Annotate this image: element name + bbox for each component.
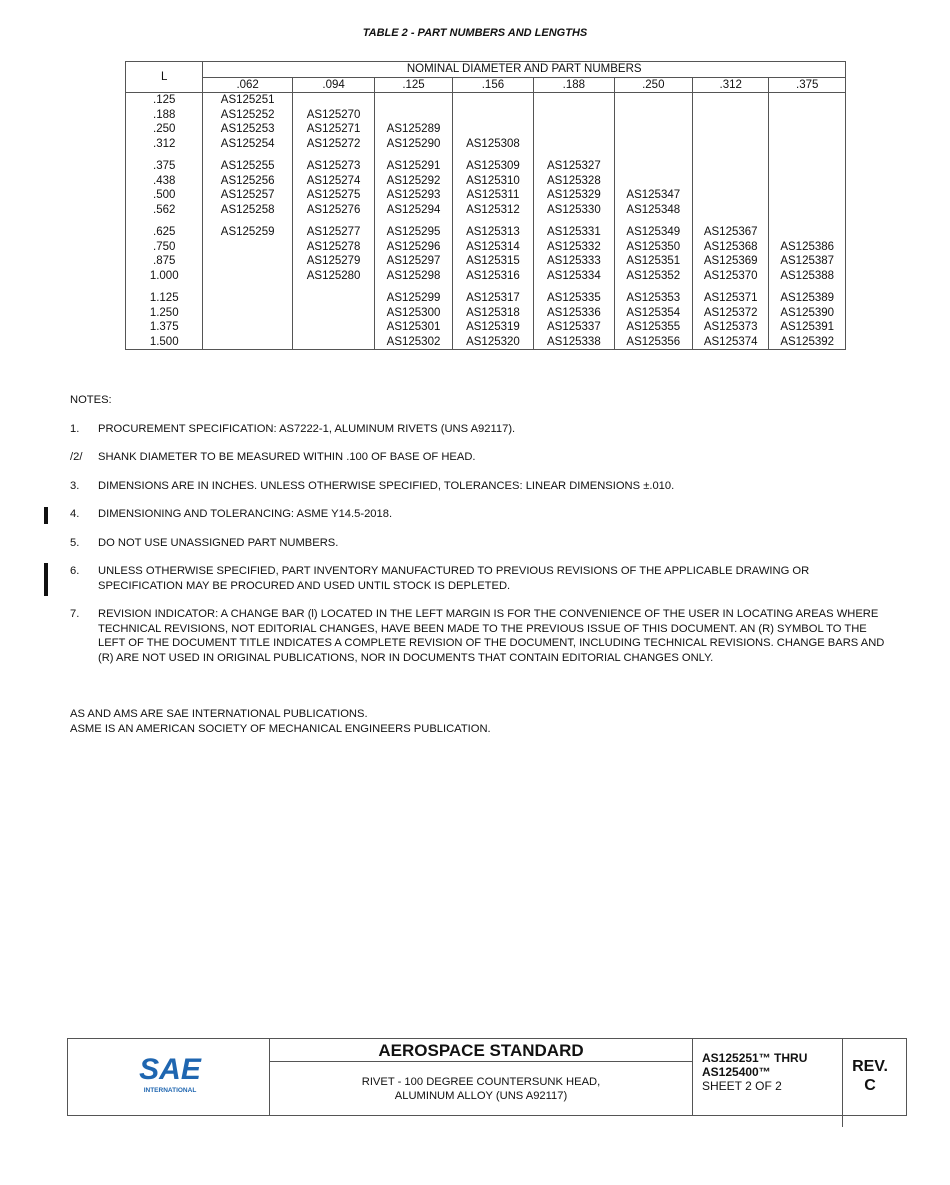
part-number-cell: AS125298	[375, 269, 452, 284]
length-cell: .562	[126, 203, 203, 218]
note-text: DO NOT USE UNASSIGNED PART NUMBERS.	[98, 536, 339, 549]
part-number-cell: AS125256	[203, 174, 292, 189]
note-text: REVISION INDICATOR: A CHANGE BAR (l) LOCATED IN THE LEFT MARGIN IS FOR THE CONVENIENCE OF THE USER IN LOCATING AREAS WHERE TECHNICAL REVISIONS, NOT EDITORIAL CHANGES, HAVE BEEN MADE TO THE PREVIOUS ISSUE OF THIS DOCUMENT. AN (R) SYMBOL TO THE LEFT OF THE DOCUMENT TITLE INDICATES A COMPLETE REVISION OF THE DOCUMENT, INCLUDING TECHNICAL REVISIONS. CHANGE BARS AND (R) ARE NOT USED IN ORIGINAL PUBLICATIONS, NOR IN DOCUMENTS THAT CONTAIN EDITORIAL CHANGES ONLY.	[98, 608, 885, 664]
length-cell: 1.250	[126, 306, 203, 321]
note-number: 5.	[70, 536, 80, 549]
note-item	[70, 479, 890, 494]
diameter-header: .188	[534, 77, 614, 93]
part-number-cell: AS125293	[375, 188, 452, 203]
part-number-cell	[614, 159, 692, 174]
part-number-cell: AS125330	[534, 203, 614, 218]
part-number-cell: AS125374	[693, 335, 769, 350]
part-number-cell: AS125370	[693, 269, 769, 284]
part-number-cell	[693, 159, 769, 174]
note-item	[70, 536, 890, 551]
part-number-cell: AS125368	[693, 240, 769, 255]
note-text: DIMENSIONS ARE IN INCHES. UNLESS OTHERWISE SPECIFIED, TOLERANCES: LINEAR DIMENSIONS ±.010.	[98, 479, 675, 492]
sae-logo	[136, 1049, 204, 1099]
part-number-cell	[534, 93, 614, 108]
part-number-cell: AS125259	[203, 225, 292, 240]
table-row	[126, 291, 846, 306]
part-number-cell	[203, 240, 292, 255]
part-number-cell: AS125280	[292, 269, 374, 284]
part-number-cell: AS125369	[693, 254, 769, 269]
part-number-cell: AS125251	[203, 93, 292, 108]
note-item	[70, 564, 890, 593]
table-row	[126, 93, 846, 108]
part-number-cell: AS125335	[534, 291, 614, 306]
part-number-cell	[769, 93, 846, 108]
part-number-cell	[769, 159, 846, 174]
note-text: UNLESS OTHERWISE SPECIFIED, PART INVENTORY MANUFACTURED TO PREVIOUS REVISIONS OF THE APPLICABLE DRAWING OR SPECIFICATION MAY BE PROCURED AND USED UNTIL STOCK IS DEPLETED.	[98, 565, 810, 592]
notes-heading: NOTES:	[70, 394, 112, 406]
revision-value: C	[864, 1077, 876, 1094]
part-number-cell: AS125255	[203, 159, 292, 174]
part-number-cell	[693, 137, 769, 152]
part-number-cell	[292, 93, 374, 108]
part-number-cell	[693, 93, 769, 108]
table-row	[126, 269, 846, 284]
part-number-cell	[203, 254, 292, 269]
table-row	[126, 225, 846, 240]
length-cell: .188	[126, 108, 203, 123]
table-row	[126, 240, 846, 255]
part-number-cell	[292, 335, 374, 350]
part-number-cell: AS125390	[769, 306, 846, 321]
logo-subtext: INTERNATIONAL	[143, 1087, 197, 1094]
part-number-cell	[769, 108, 846, 123]
part-number-cell	[203, 335, 292, 350]
part-number-cell: AS125311	[452, 188, 533, 203]
part-number-cell: AS125337	[534, 320, 614, 335]
length-cell: .875	[126, 254, 203, 269]
note-number: 6.	[70, 565, 80, 577]
table-row	[126, 188, 846, 203]
part-number-cell: AS125389	[769, 291, 846, 306]
part-number-cell	[614, 122, 692, 137]
title-cell	[270, 1039, 693, 1115]
part-number-cell: AS125274	[292, 174, 374, 189]
note-text: SHANK DIAMETER TO BE MEASURED WITHIN .100 OF BASE OF HEAD.	[98, 451, 476, 463]
logo-cell	[68, 1039, 270, 1115]
part-number-cell: AS125271	[292, 122, 374, 137]
part-number-cell	[534, 137, 614, 152]
part-number-cell	[693, 122, 769, 137]
part-number-cell: AS125352	[614, 269, 692, 284]
length-cell: .375	[126, 159, 203, 174]
part-number-cell	[292, 320, 374, 335]
part-number-cell: AS125300	[375, 306, 452, 321]
part-number-cell	[534, 108, 614, 123]
part-number-cell	[203, 291, 292, 306]
part-number-cell	[375, 108, 452, 123]
length-cell: .500	[126, 188, 203, 203]
table-body	[126, 93, 846, 350]
note-number: 7.	[70, 608, 80, 620]
publications-note	[70, 707, 491, 736]
part-number-cell: AS125270	[292, 108, 374, 123]
length-cell: 1.125	[126, 291, 203, 306]
part-number-cell: AS125252	[203, 108, 292, 123]
part-number-cell: AS125291	[375, 159, 452, 174]
note-number: 1.	[70, 422, 80, 435]
note-text: PROCUREMENT SPECIFICATION: AS7222-1, ALUMINUM RIVETS (UNS A92117).	[98, 422, 516, 435]
sheet-number: SHEET 2 OF 2	[702, 1079, 782, 1093]
part-number-cell: AS125308	[452, 137, 533, 152]
part-number-cell	[375, 93, 452, 108]
table-row	[126, 203, 846, 218]
part-number-cell: AS125253	[203, 122, 292, 137]
table-row	[126, 335, 846, 350]
part-number-cell: AS125354	[614, 306, 692, 321]
change-bar	[44, 563, 48, 596]
document-number: AS125251™ THRU	[702, 1051, 808, 1065]
part-number-cell	[693, 188, 769, 203]
part-number-cell	[769, 137, 846, 152]
part-number-cell: AS125333	[534, 254, 614, 269]
note-number: /2/	[70, 451, 83, 463]
length-cell: .250	[126, 122, 203, 137]
part-number-cell: AS125327	[534, 159, 614, 174]
part-number-cell: AS125319	[452, 320, 533, 335]
part-number-cell	[292, 306, 374, 321]
part-number-cell	[769, 174, 846, 189]
part-number-cell: AS125367	[693, 225, 769, 240]
document-number: AS125400™	[702, 1065, 771, 1079]
diameter-header: .125	[375, 77, 452, 93]
part-number-cell: AS125314	[452, 240, 533, 255]
part-number-cell	[203, 306, 292, 321]
l-header: L	[126, 62, 203, 93]
part-number-cell: AS125320	[452, 335, 533, 350]
part-number-cell: AS125273	[292, 159, 374, 174]
part-number-cell: AS125315	[452, 254, 533, 269]
part-number-cell	[769, 203, 846, 218]
length-cell: .438	[126, 174, 203, 189]
part-number-cell: AS125391	[769, 320, 846, 335]
part-number-cell: AS125387	[769, 254, 846, 269]
note-item	[70, 507, 890, 522]
table-title: TABLE 2 - PART NUMBERS AND LENGTHS	[362, 27, 588, 39]
part-number-cell	[614, 93, 692, 108]
length-cell: .125	[126, 93, 203, 108]
document-number-cell	[693, 1039, 843, 1127]
table-row	[126, 174, 846, 189]
part-number-cell: AS125329	[534, 188, 614, 203]
publication-line: AS AND AMS ARE SAE INTERNATIONAL PUBLICATIONS.	[70, 708, 368, 720]
part-number-cell: AS125373	[693, 320, 769, 335]
part-number-cell: AS125254	[203, 137, 292, 152]
part-number-cell: AS125347	[614, 188, 692, 203]
notes-section	[70, 393, 890, 679]
part-number-cell: AS125350	[614, 240, 692, 255]
table-row	[126, 108, 846, 123]
revision-cell	[834, 1039, 906, 1133]
diameter-header: .062	[203, 77, 292, 93]
group-spacer	[126, 151, 846, 159]
part-numbers-table	[125, 61, 846, 350]
part-number-cell: AS125372	[693, 306, 769, 321]
table-row	[126, 320, 846, 335]
part-number-cell: AS125301	[375, 320, 452, 335]
part-number-cell	[452, 108, 533, 123]
length-cell: .312	[126, 137, 203, 152]
part-number-cell: AS125279	[292, 254, 374, 269]
part-number-cell: AS125289	[375, 122, 452, 137]
part-number-cell: AS125302	[375, 335, 452, 350]
part-number-cell: AS125316	[452, 269, 533, 284]
part-number-cell: AS125258	[203, 203, 292, 218]
group-spacer	[126, 283, 846, 291]
part-number-cell	[452, 93, 533, 108]
part-number-cell: AS125277	[292, 225, 374, 240]
part-number-cell	[203, 269, 292, 284]
part-number-cell: AS125351	[614, 254, 692, 269]
part-number-cell: AS125290	[375, 137, 452, 152]
part-number-cell: AS125331	[534, 225, 614, 240]
diameter-header-row	[126, 77, 846, 93]
revision-label: REV.	[852, 1058, 888, 1075]
group-header: NOMINAL DIAMETER AND PART NUMBERS	[203, 62, 846, 78]
standard-title: AEROSPACE STANDARD	[270, 1039, 692, 1062]
part-number-cell	[614, 137, 692, 152]
change-bar	[44, 507, 48, 524]
group-spacer	[126, 217, 846, 225]
part-number-cell: AS125371	[693, 291, 769, 306]
part-number-cell	[614, 174, 692, 189]
part-number-cell: AS125295	[375, 225, 452, 240]
length-cell: 1.375	[126, 320, 203, 335]
part-number-cell	[693, 203, 769, 218]
part-number-cell: AS125349	[614, 225, 692, 240]
part-number-cell: AS125317	[452, 291, 533, 306]
length-cell: 1.500	[126, 335, 203, 350]
part-number-cell: AS125353	[614, 291, 692, 306]
part-number-cell: AS125334	[534, 269, 614, 284]
part-number-cell	[693, 174, 769, 189]
part-number-cell	[769, 225, 846, 240]
note-item	[70, 450, 890, 465]
part-number-cell: AS125348	[614, 203, 692, 218]
part-number-cell: AS125328	[534, 174, 614, 189]
part-number-cell: AS125299	[375, 291, 452, 306]
part-number-cell: AS125336	[534, 306, 614, 321]
part-number-cell: AS125310	[452, 174, 533, 189]
notes-list	[70, 422, 890, 666]
part-number-cell: AS125276	[292, 203, 374, 218]
publication-line: ASME IS AN AMERICAN SOCIETY OF MECHANICAL ENGINEERS PUBLICATION.	[70, 722, 491, 735]
table-row	[126, 306, 846, 321]
part-number-cell: AS125318	[452, 306, 533, 321]
note-item	[70, 422, 890, 437]
part-number-cell: AS125392	[769, 335, 846, 350]
part-number-cell: AS125388	[769, 269, 846, 284]
diameter-header: .250	[614, 77, 692, 93]
length-cell: .625	[126, 225, 203, 240]
title-block	[67, 1038, 907, 1116]
part-number-cell: AS125297	[375, 254, 452, 269]
part-number-cell	[534, 122, 614, 137]
table-row	[126, 137, 846, 152]
part-number-cell	[693, 108, 769, 123]
length-cell: .750	[126, 240, 203, 255]
part-number-cell	[614, 108, 692, 123]
part-number-cell: AS125296	[375, 240, 452, 255]
diameter-header: .156	[452, 77, 533, 93]
part-number-cell: AS125278	[292, 240, 374, 255]
part-number-cell: AS125355	[614, 320, 692, 335]
part-number-cell	[452, 122, 533, 137]
note-item	[70, 607, 890, 665]
part-number-cell: AS125338	[534, 335, 614, 350]
note-number: 4.	[70, 508, 80, 520]
table-row	[126, 122, 846, 137]
diameter-header: .094	[292, 77, 374, 93]
diameter-header: .375	[769, 77, 846, 93]
note-number: 3.	[70, 479, 80, 492]
part-number-cell	[769, 188, 846, 203]
table-row	[126, 254, 846, 269]
part-number-cell	[769, 122, 846, 137]
part-number-cell: AS125309	[452, 159, 533, 174]
part-number-cell: AS125292	[375, 174, 452, 189]
length-cell: 1.000	[126, 269, 203, 284]
part-number-cell: AS125275	[292, 188, 374, 203]
part-number-cell	[292, 291, 374, 306]
part-number-cell: AS125386	[769, 240, 846, 255]
note-text: DIMENSIONING AND TOLERANCING: ASME Y14.5-2018.	[98, 508, 393, 520]
part-number-cell: AS125272	[292, 137, 374, 152]
part-number-cell: AS125257	[203, 188, 292, 203]
part-number-cell: AS125312	[452, 203, 533, 218]
table-row	[126, 159, 846, 174]
description-line: ALUMINUM ALLOY (UNS A92117)	[394, 1090, 568, 1102]
part-number-cell: AS125294	[375, 203, 452, 218]
part-number-cell	[203, 320, 292, 335]
part-number-cell: AS125356	[614, 335, 692, 350]
logo-text: SAE	[139, 1053, 201, 1086]
description-line: RIVET - 100 DEGREE COUNTERSUNK HEAD,	[361, 1076, 601, 1088]
diameter-header: .312	[693, 77, 769, 93]
part-number-cell: AS125332	[534, 240, 614, 255]
part-number-cell: AS125313	[452, 225, 533, 240]
